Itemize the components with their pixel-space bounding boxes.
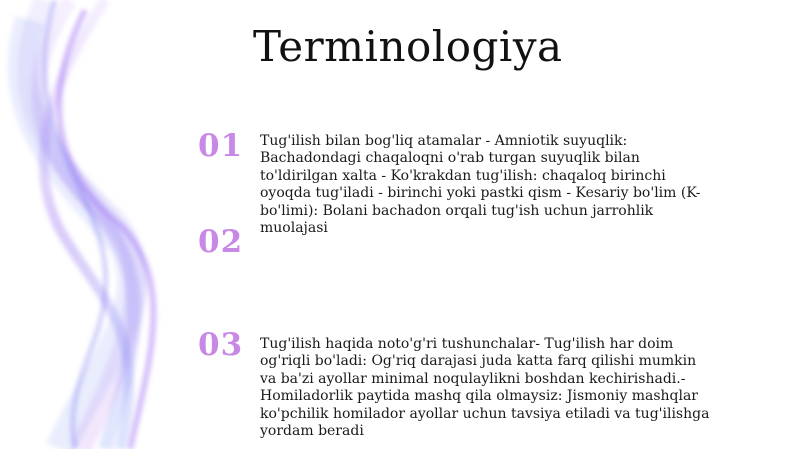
terminology-paragraph: Tug'ilish bilan bog'liq atamalar - Amniotik suyuqlik: Bachadondagi chaqaloqni o'rab turgan suyuqlik bilan to'ldirilgan xalta - Ko'krakdan tug'ilish: chaqaloq birinchi oyoqda tug'iladi - birinchi yoki pastki qism - Kesariy bo'lim (K-bo'limi): Bolani bachadon orqali tug'ish uchun jarrohlik muolajasi xyxy=(260,133,701,237)
section-number-1: 01 xyxy=(198,128,244,164)
misconceptions-paragraph: Tug'ilish haqida noto'g'ri tushunchalar- Tug'ilish har doim og'riqli bo'ladi: Og'riq darajasi juda katta farq qilishi mumkin va ba'zi ayollar minimal noqulaylikni boshdan kechirishadi.- Homiladorlik paytida mashq qila olmaysiz: Jismoniy mashqlar ko'pchilik homilador ayollar uchun tavsiya etiladi va tug'ilishga yordam beradi xyxy=(260,336,710,440)
section-number-3: 03 xyxy=(198,327,244,363)
section-number-2: 02 xyxy=(198,224,244,260)
decorative-smoke-ribbon-icon xyxy=(0,0,200,449)
slide-title: Terminologiya xyxy=(253,22,563,71)
